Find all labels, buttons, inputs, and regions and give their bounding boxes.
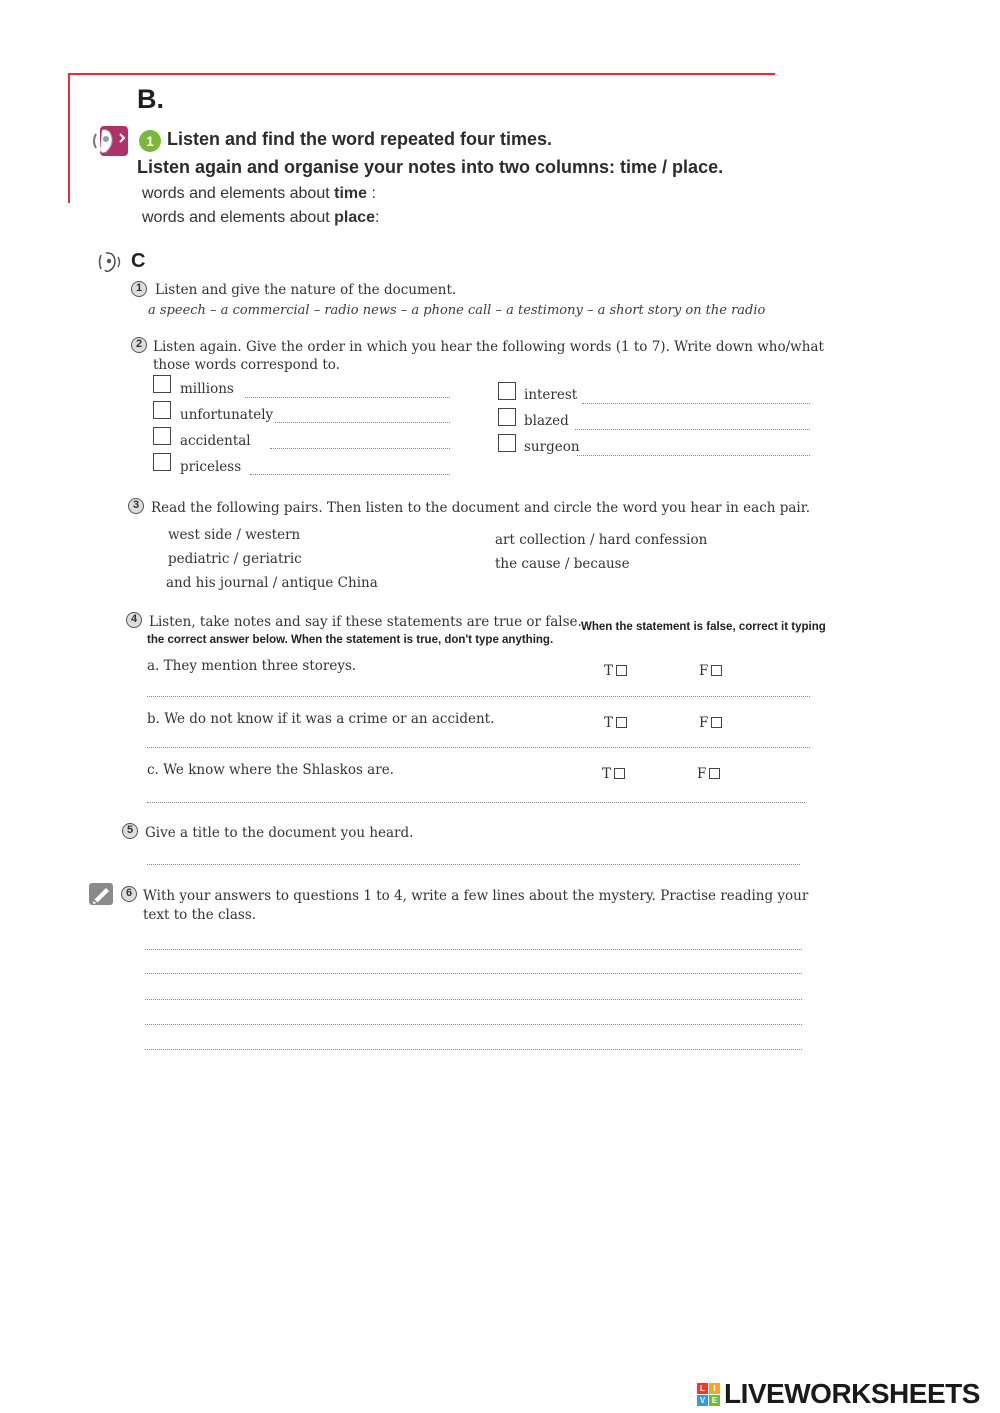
question-number-badge: 1 (139, 130, 161, 152)
true-checkbox[interactable] (616, 717, 627, 728)
writing-line[interactable] (145, 999, 802, 1000)
c-question-1-number: 1 (131, 281, 147, 297)
title-answer-line[interactable] (147, 864, 800, 865)
true-option[interactable] (604, 715, 627, 731)
section-b-red-rule-left (68, 73, 70, 203)
section-b-question-1: Listen and find the word repeated four times. (167, 129, 553, 149)
answer-line[interactable] (250, 474, 450, 475)
c-question-5-number: 5 (122, 823, 138, 839)
statement-c: c. We know where the Shlaskos are. (147, 762, 394, 778)
false-checkbox[interactable] (709, 768, 720, 779)
word-surgeon: surgeon (524, 439, 580, 455)
writing-pen-icon (88, 882, 114, 906)
section-b-question-1-followup: Listen again and organise your notes into two columns: time / place. (137, 157, 724, 177)
false-label: F (699, 715, 709, 731)
word-priceless: priceless (180, 459, 242, 475)
writing-line[interactable] (145, 1024, 802, 1025)
false-label: F (697, 766, 707, 782)
section-b-title: B. (137, 84, 164, 114)
order-box-interest[interactable] (498, 382, 516, 400)
c-question-6-text: With your answers to questions 1 to 4, write a few lines about the mystery. Practise reading your (143, 888, 809, 904)
order-box-accidental[interactable] (153, 427, 171, 445)
writing-line[interactable] (145, 973, 802, 974)
writing-line[interactable] (145, 949, 802, 950)
c-question-4-number: 4 (126, 612, 142, 628)
answer-line[interactable] (270, 448, 450, 449)
true-label: T (604, 715, 614, 731)
true-checkbox[interactable] (614, 768, 625, 779)
word-millions: millions (180, 381, 234, 397)
word-pair-4[interactable]: art collection / hard confession (495, 532, 708, 548)
logo-letter: E (709, 1395, 720, 1406)
c-question-4-instruction: When the statement is false, correct it typing (581, 621, 826, 633)
word-pair-5[interactable]: the cause / because (495, 556, 630, 572)
time-keyword: time (334, 185, 368, 202)
c-question-6-text-continued: text to the class. (143, 907, 257, 923)
place-prompt-prefix: words and elements about (142, 209, 335, 226)
c-question-5-text: Give a title to the document you heard. (145, 825, 414, 841)
word-pair-1[interactable]: west side / western (168, 527, 301, 543)
statement-a: a. They mention three storeys. (147, 658, 357, 674)
answer-line[interactable] (577, 455, 810, 456)
c-question-2-text-continued: those words correspond to. (153, 357, 340, 373)
answer-line[interactable] (582, 403, 810, 404)
c-question-2-text: Listen again. Give the order in which you hear the following words (1 to 7). Write down who/what (153, 339, 824, 355)
true-option[interactable] (602, 766, 625, 782)
word-blazed: blazed (524, 413, 569, 429)
writing-line[interactable] (145, 1049, 802, 1050)
time-prompt-suffix: : (367, 185, 376, 202)
audio-listen-icon (92, 124, 130, 158)
answer-line[interactable] (275, 422, 450, 423)
section-b-red-rule-top (68, 73, 775, 75)
place-notes-prompt (142, 209, 380, 227)
false-option[interactable] (699, 663, 722, 679)
answer-line[interactable] (245, 397, 450, 398)
correction-line[interactable] (147, 802, 805, 803)
order-box-priceless[interactable] (153, 453, 171, 471)
audio-c-icon (98, 250, 124, 274)
c-question-3-text: Read the following pairs. Then listen to the document and circle the word you hear in each pair. (151, 500, 811, 516)
c-question-1-text: Listen and give the nature of the document. (155, 282, 457, 298)
word-pair-3[interactable]: and his journal / antique China (166, 575, 378, 591)
c-question-3-number: 3 (128, 498, 144, 514)
order-box-millions[interactable] (153, 375, 171, 393)
time-prompt-prefix: words and elements about (142, 185, 335, 202)
c-question-4-text: Listen, take notes and say if these statements are true or false. (149, 614, 582, 630)
false-checkbox[interactable] (711, 717, 722, 728)
answer-line[interactable] (575, 429, 810, 430)
liveworksheets-logo (697, 1377, 980, 1411)
c-question-1-options: a speech – a commercial – radio news – a phone call – a testimony – a short story on the radio (148, 303, 766, 318)
logo-letter: I (709, 1383, 720, 1394)
true-label: T (602, 766, 612, 782)
c-question-6-number: 6 (121, 886, 137, 902)
time-notes-prompt (142, 185, 376, 203)
false-option[interactable] (697, 766, 720, 782)
word-unfortunately: unfortunately (180, 407, 274, 423)
true-option[interactable] (604, 663, 627, 679)
logo-letter: V (697, 1395, 708, 1406)
logo-letter: L (697, 1383, 708, 1394)
statement-b: b. We do not know if it was a crime or an accident. (147, 711, 495, 727)
false-label: F (699, 663, 709, 679)
true-checkbox[interactable] (616, 665, 627, 676)
place-prompt-suffix: : (375, 209, 380, 226)
logo-text: LIVEWORKSHEETS (724, 1378, 980, 1409)
c-question-2-number: 2 (131, 337, 147, 353)
true-label: T (604, 663, 614, 679)
order-box-unfortunately[interactable] (153, 401, 171, 419)
correction-line[interactable] (147, 747, 810, 748)
false-checkbox[interactable] (711, 665, 722, 676)
word-interest: interest (524, 387, 578, 403)
logo-mark-icon (697, 1383, 720, 1406)
false-option[interactable] (699, 715, 722, 731)
correction-line[interactable] (147, 696, 810, 697)
place-keyword: place (334, 209, 376, 226)
word-accidental: accidental (180, 433, 251, 449)
order-box-surgeon[interactable] (498, 434, 516, 452)
word-pair-2[interactable]: pediatric / geriatric (168, 551, 302, 567)
order-box-blazed[interactable] (498, 408, 516, 426)
section-c-title: C (131, 250, 146, 272)
c-question-4-instruction-continued: the correct answer below. When the statement is true, don't type anything. (147, 634, 554, 646)
